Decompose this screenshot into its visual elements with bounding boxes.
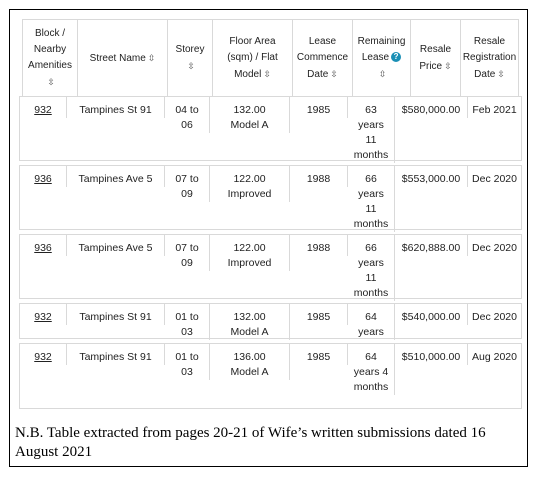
remaining-lease: 64 years 4 months (348, 344, 395, 395)
sort-icon[interactable]: ⇳ (187, 60, 195, 71)
header-lease-commence[interactable]: Lease Commence Date ⇳ (293, 20, 353, 96)
block-link[interactable]: 936 (20, 235, 67, 256)
storey-range: 04 to 06 (165, 97, 210, 133)
resale-price: $620,888.00 (395, 235, 468, 256)
storey-range: 01 to 03 (165, 344, 210, 380)
header-registration-date[interactable]: Resale Registration Date ⇳ (462, 35, 517, 80)
floor-area: 122.00 Improved (210, 166, 290, 202)
block-link[interactable]: 932 (20, 344, 67, 365)
sort-icon[interactable]: ⇳ (378, 68, 387, 79)
remaining-lease: 66 years 11 months (348, 166, 395, 232)
remaining-lease: 66 years 11 months (348, 235, 395, 301)
table-header (22, 19, 519, 97)
floor-area: 132.00 Model A (210, 97, 290, 133)
table-row (19, 343, 522, 409)
table-row (19, 165, 522, 230)
figure-frame (9, 9, 528, 467)
lease-commence: 1985 (290, 304, 348, 325)
street-name: Tampines St 91 (67, 304, 165, 325)
street-name: Tampines St 91 (67, 97, 165, 118)
lease-commence: 1988 (290, 235, 348, 256)
registration-date: Feb 2021 (472, 104, 517, 116)
floor-area: 136.00 Model A (210, 344, 290, 380)
registration-date: Aug 2020 (472, 351, 517, 363)
header-floor-area[interactable]: Floor Area (sqm) / Flat Model ⇳ (213, 20, 293, 96)
resale-price: $510,000.00 (395, 344, 468, 365)
block-link[interactable]: 936 (20, 166, 67, 187)
registration-date: Dec 2020 (472, 173, 517, 185)
sort-icon[interactable]: ⇳ (263, 68, 271, 79)
header-storey[interactable]: Storey ⇳ (168, 20, 213, 96)
registration-date: Dec 2020 (472, 311, 517, 323)
resale-price: $553,000.00 (395, 166, 468, 187)
table-row (19, 234, 522, 299)
lease-commence: 1985 (290, 344, 348, 365)
header-street[interactable]: Street Name ⇳ (78, 20, 168, 96)
street-name: Tampines Ave 5 (67, 235, 165, 256)
street-name: Tampines St 91 (67, 344, 165, 365)
remaining-lease: 63 years 11 months (348, 97, 395, 163)
resale-price: $580,000.00 (395, 97, 468, 118)
footnote: N.B. Table extracted from pages 20-21 of Wife’s written submissions dated 16 August 2021 (15, 425, 486, 460)
storey-range: 07 to 09 (165, 166, 210, 202)
street-name: Tampines Ave 5 (67, 166, 165, 187)
storey-range: 01 to 03 (165, 304, 210, 340)
sort-icon[interactable]: ⇳ (497, 68, 505, 79)
resale-price: $540,000.00 (395, 304, 468, 325)
block-link[interactable]: 932 (20, 97, 67, 118)
storey-range: 07 to 09 (165, 235, 210, 271)
remaining-lease: 64 years (348, 304, 395, 340)
floor-area: 132.00 Model A (210, 304, 290, 340)
registration-date: Dec 2020 (472, 242, 517, 254)
table-row (19, 96, 522, 161)
block-link[interactable]: 932 (20, 304, 67, 325)
header-remaining-lease[interactable]: Remaining Lease ? ⇳ (353, 20, 411, 96)
sort-icon[interactable]: ⇳ (47, 76, 55, 87)
lease-commence: 1985 (290, 97, 348, 118)
sort-icon[interactable]: ⇳ (330, 68, 338, 79)
header-resale-price[interactable]: Resale Price ⇳ (411, 20, 461, 96)
header-block[interactable]: Block / Nearby Amenities ⇳ (23, 20, 78, 96)
lease-commence: 1988 (290, 166, 348, 187)
info-icon[interactable]: ? (391, 52, 401, 62)
sort-icon[interactable]: ⇳ (444, 60, 452, 71)
table-row (19, 303, 522, 339)
sort-icon[interactable]: ⇳ (147, 52, 156, 63)
floor-area: 122.00 Improved (210, 235, 290, 271)
